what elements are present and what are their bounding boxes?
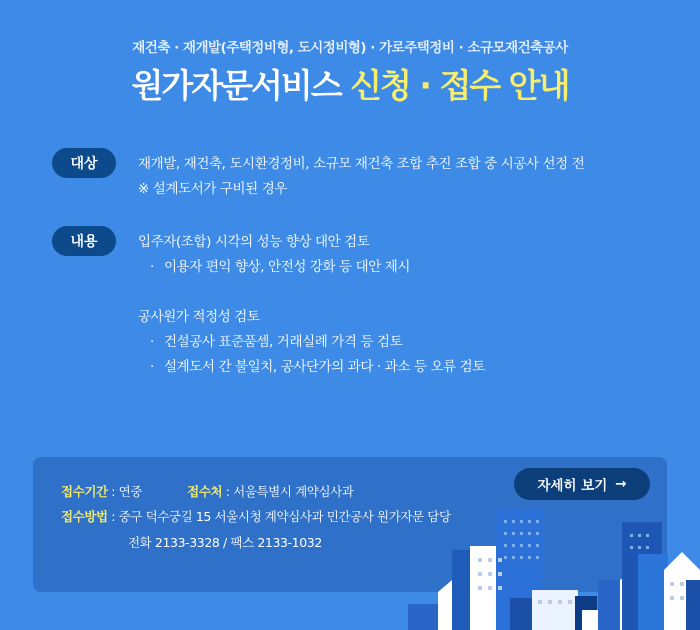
page-title: [0, 64, 700, 108]
list-item: · 이용자 편익 향상, 안전성 강화 등 대안 제시: [138, 255, 658, 280]
place-label: 접수처: [187, 484, 223, 499]
content-group2-title: 공사원가 적정성 검토: [138, 309, 260, 325]
arrow-right-icon: →: [615, 476, 627, 492]
bullet-icon: ·: [150, 259, 154, 275]
period-label: 접수기간: [61, 484, 108, 499]
contact-info: 전화 2133-3328 / 팩스 2133-1032: [128, 535, 322, 550]
place-value: : 서울특별시 계약심사과: [222, 484, 354, 499]
period-value: : 연중: [107, 484, 143, 499]
content-group1-title: 입주자(조합) 시각의 성능 향상 대안 검토: [138, 234, 370, 250]
target-line1: 재개발, 재건축, 도시환경정비, 소규모 재건축 조합 추진 조합 중 시공사 선정 전: [138, 156, 585, 172]
method-label: 접수방법: [61, 509, 108, 524]
content-badge: 내용: [52, 226, 116, 256]
method-value: : 중구 덕수궁길 15 서울시청 계약심사과 민간공사 원가자문 담당: [107, 509, 451, 524]
title-highlight: 신청 · 접수 안내: [350, 66, 569, 105]
target-badge: 대상: [52, 148, 116, 178]
details-button-label: 자세히 보기: [537, 478, 608, 494]
header: [0, 36, 700, 108]
info-row-period: [61, 482, 354, 500]
city-illustration: [400, 500, 700, 630]
bullet-icon: ·: [150, 334, 154, 350]
list-item: · 설계도서 간 불일치, 공사단가의 과다 · 과소 등 오류 검토: [138, 355, 658, 380]
details-button[interactable]: [514, 468, 650, 500]
subtitle: 재건축 · 재개발(주택정비형, 도시정비형) · 가로주택정비 · 소규모재건축공사: [132, 40, 568, 56]
target-line2: ※ 설계도서가 구비된 경우: [138, 181, 287, 197]
info-row-method: [61, 507, 451, 525]
list-item: · 건설공사 표준품셈, 거래실례 가격 등 검토: [138, 330, 658, 355]
bullet-icon: ·: [150, 359, 154, 375]
title-main: 원가자문서비스: [131, 66, 351, 105]
